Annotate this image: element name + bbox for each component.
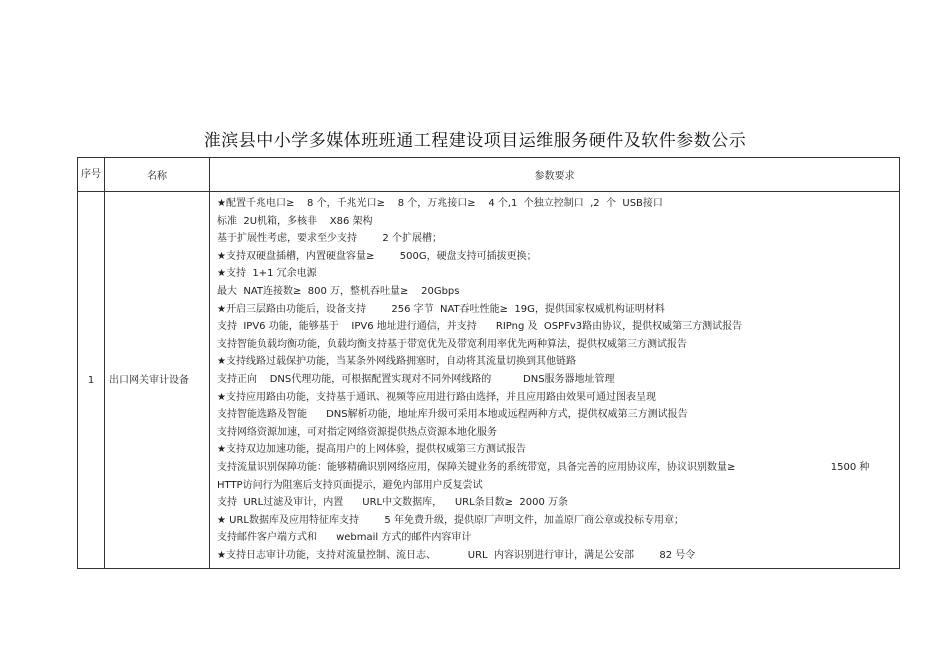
requirement-line: 支持流量识别保障功能：能够精确识别网络应用，保障关键业务的系统带宽，具备完善的应用协议库，协议识别数量≥ 1500 种 [217,461,870,473]
requirement-line: ★支持 1+1 冗余电源 [217,268,317,280]
requirement-line: ★支持日志审计功能，支持对流量控制、流日志、 URL 内容识别进行审计，满足公安部 82 号令 [217,549,696,561]
requirement-line: 支持智能选路及智能 DNS解析功能，地址库升级可采用本地或远程两种方式，提供权威第三方测试报告 [217,409,688,421]
requirement-line: 支持邮件客户端方式和 webmail 方式的邮件内容审计 [217,532,472,544]
requirement-line: ★ URL数据库及应用特征库支持 5 年免费升级，提供原厂声明文件，加盖原厂商公章或投标专用章； [217,514,684,526]
requirement-line: ★支持线路过载保护功能，当某条外网线路拥塞时，自动将其流量切换到其他链路 [217,356,576,368]
requirement-line: 支持 IPV6 功能，能够基于 IPV6 地址进行通信，并支持 RIPng 及 OSPFv3路由协议，提供权威第三方测试报告 [217,321,743,333]
document-title: 淮滨县中小学多媒体班班通工程建设项目运维服务硬件及软件参数公示 [203,131,747,151]
requirement-line: 最大 NAT连接数≥ 800 万，整机吞吐量≥ 20Gbps [217,285,460,297]
requirement-line: 支持正向 DNS代理功能，可根据配置实现对不同外网线路的 DNS服务器地址管理 [217,373,615,385]
table-row [78,192,900,569]
header-no: 序号 [78,158,105,192]
row-requirements [210,192,900,569]
table-header-row [78,158,900,192]
requirement-line: 支持 URL过滤及审计，内置 URL中文数据库， URL条目数≥ 2000 万条 [217,497,569,509]
spec-table [77,157,900,569]
requirement-line: ★配置千兆电口≥ 8 个，千兆光口≥ 8 个，万兆接口≥ 4 个,1 个独立控制口 ,2 个 USB接口 [217,198,663,209]
requirement-line: HTTP访问行为阻塞后支持页面提示，避免内部用户反复尝试 [217,479,483,491]
row-name: 出口网关审计设备 [105,192,210,569]
requirement-line: 基于扩展性考虑，要求至少支持 2 个扩展槽； [217,233,442,245]
requirement-line: ★支持双硬盘插槽，内置硬盘容量≥ 500G，硬盘支持可插拔更换； [217,250,537,262]
requirement-line: ★开启三层路由功能后，设备支持 256 字节 NAT吞吐性能≥ 19G，提供国家权威机构证明材料 [217,303,665,315]
header-name: 名称 [105,158,210,192]
header-requirements: 参数要求 [210,158,900,192]
requirement-line: ★支持双边加速功能，提高用户的上网体验，提供权威第三方测试报告 [217,444,526,456]
row-no: 1 [78,192,105,569]
requirement-line: ★支持应用路由功能，支持基于通讯、视频等应用进行路由选择，并且应用路由效果可通过图表呈现 [217,391,656,403]
requirement-line: 支持网络资源加速，可对指定网络资源提供热点资源本地化服务 [217,426,497,438]
requirement-line: 标准 2U机箱，多核非 X86 架构 [217,215,373,227]
requirement-line: 支持智能负载均衡功能，负载均衡支持基于带宽优先及带宽利用率优先两种算法，提供权威第三方测试报告 [217,338,687,350]
